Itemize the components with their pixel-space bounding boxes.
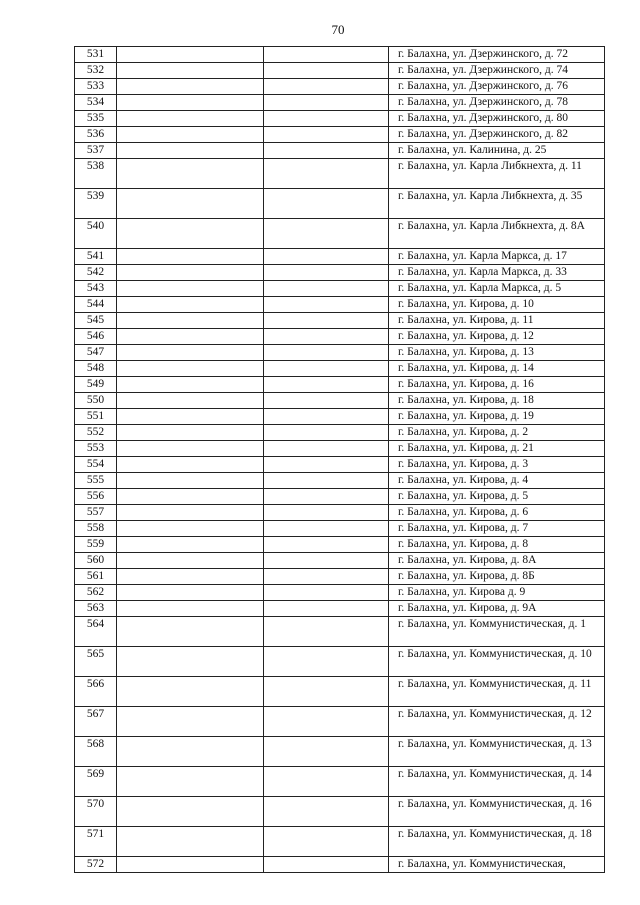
address-cell: г. Балахна, ул. Дзержинского, д. 78 xyxy=(389,95,605,110)
empty-cell xyxy=(117,47,264,62)
table-row xyxy=(75,393,605,409)
row-number: 534 xyxy=(75,95,117,110)
address-cell: г. Балахна, ул. Дзержинского, д. 80 xyxy=(389,111,605,126)
table-row xyxy=(75,345,605,361)
address-cell: г. Балахна, ул. Кирова, д. 18 xyxy=(389,393,605,408)
empty-cell xyxy=(264,489,389,504)
address-cell: г. Балахна, ул. Кирова, д. 3 xyxy=(389,457,605,472)
table-row xyxy=(75,377,605,393)
address-cell: г. Балахна, ул. Коммунистическая, д. 1 xyxy=(389,617,605,646)
empty-cell xyxy=(264,473,389,488)
empty-cell xyxy=(117,441,264,456)
address-cell: г. Балахна, ул. Карла Либкнехта, д. 35 xyxy=(389,189,605,218)
empty-cell xyxy=(117,63,264,78)
address-cell: г. Балахна, ул. Кирова, д. 5 xyxy=(389,489,605,504)
row-number: 551 xyxy=(75,409,117,424)
address-cell: г. Балахна, ул. Карла Либкнехта, д. 8А xyxy=(389,219,605,248)
row-number: 537 xyxy=(75,143,117,158)
row-number: 531 xyxy=(75,47,117,62)
empty-cell xyxy=(117,297,264,312)
row-number: 563 xyxy=(75,601,117,616)
empty-cell xyxy=(264,767,389,796)
row-number: 555 xyxy=(75,473,117,488)
empty-cell xyxy=(264,297,389,312)
empty-cell xyxy=(117,313,264,328)
empty-cell xyxy=(117,393,264,408)
table-row xyxy=(75,79,605,95)
table-row xyxy=(75,489,605,505)
empty-cell xyxy=(117,767,264,796)
address-cell: г. Балахна, ул. Коммунистическая, д. 12 xyxy=(389,707,605,736)
row-number: 543 xyxy=(75,281,117,296)
table-row xyxy=(75,329,605,345)
address-cell: г. Балахна, ул. Коммунистическая, д. 13 xyxy=(389,737,605,766)
address-cell: г. Балахна, ул. Кирова, д. 11 xyxy=(389,313,605,328)
empty-cell xyxy=(264,617,389,646)
empty-cell xyxy=(264,79,389,94)
empty-cell xyxy=(264,189,389,218)
address-cell: г. Балахна, ул. Коммунистическая, д. 10 xyxy=(389,647,605,676)
row-number: 553 xyxy=(75,441,117,456)
empty-cell xyxy=(117,127,264,142)
table-row xyxy=(75,857,605,873)
address-cell: г. Балахна, ул. Карла Маркса, д. 5 xyxy=(389,281,605,296)
address-cell: г. Балахна, ул. Кирова, д. 12 xyxy=(389,329,605,344)
table-row xyxy=(75,707,605,737)
address-cell: г. Балахна, ул. Кирова, д. 6 xyxy=(389,505,605,520)
empty-cell xyxy=(264,219,389,248)
empty-cell xyxy=(117,601,264,616)
empty-cell xyxy=(264,647,389,676)
row-number: 564 xyxy=(75,617,117,646)
table-row xyxy=(75,95,605,111)
empty-cell xyxy=(264,159,389,188)
table-row xyxy=(75,797,605,827)
table-row xyxy=(75,313,605,329)
row-number: 544 xyxy=(75,297,117,312)
empty-cell xyxy=(264,585,389,600)
row-number: 546 xyxy=(75,329,117,344)
empty-cell xyxy=(117,159,264,188)
empty-cell xyxy=(117,617,264,646)
row-number: 540 xyxy=(75,219,117,248)
row-number: 558 xyxy=(75,521,117,536)
row-number: 560 xyxy=(75,553,117,568)
row-number: 539 xyxy=(75,189,117,218)
table-row xyxy=(75,159,605,189)
table-row xyxy=(75,521,605,537)
row-number: 559 xyxy=(75,537,117,552)
table-row xyxy=(75,767,605,797)
address-cell: г. Балахна, ул. Коммунистическая, д. 16 xyxy=(389,797,605,826)
empty-cell xyxy=(264,601,389,616)
table-row xyxy=(75,297,605,313)
row-number: 550 xyxy=(75,393,117,408)
table-row xyxy=(75,143,605,159)
address-cell: г. Балахна, ул. Кирова, д. 13 xyxy=(389,345,605,360)
empty-cell xyxy=(264,409,389,424)
table-row xyxy=(75,249,605,265)
empty-cell xyxy=(264,281,389,296)
table-row xyxy=(75,441,605,457)
empty-cell xyxy=(117,505,264,520)
empty-cell xyxy=(264,505,389,520)
empty-cell xyxy=(117,857,264,872)
empty-cell xyxy=(117,95,264,110)
address-cell: г. Балахна, ул. Кирова, д. 9А xyxy=(389,601,605,616)
row-number: 569 xyxy=(75,767,117,796)
empty-cell xyxy=(264,677,389,706)
table-row xyxy=(75,585,605,601)
empty-cell xyxy=(117,377,264,392)
address-cell: г. Балахна, ул. Карла Маркса, д. 33 xyxy=(389,265,605,280)
empty-cell xyxy=(264,345,389,360)
table-row xyxy=(75,127,605,143)
empty-cell xyxy=(264,425,389,440)
address-cell: г. Балахна, ул. Дзержинского, д. 76 xyxy=(389,79,605,94)
empty-cell xyxy=(117,489,264,504)
row-number: 545 xyxy=(75,313,117,328)
empty-cell xyxy=(117,677,264,706)
empty-cell xyxy=(117,827,264,856)
row-number: 565 xyxy=(75,647,117,676)
empty-cell xyxy=(264,553,389,568)
table-row xyxy=(75,281,605,297)
row-number: 535 xyxy=(75,111,117,126)
address-cell: г. Балахна, ул. Дзержинского, д. 74 xyxy=(389,63,605,78)
table-row xyxy=(75,569,605,585)
row-number: 556 xyxy=(75,489,117,504)
address-cell: г. Балахна, ул. Кирова, д. 2 xyxy=(389,425,605,440)
row-number: 533 xyxy=(75,79,117,94)
table-row xyxy=(75,189,605,219)
row-number: 536 xyxy=(75,127,117,142)
empty-cell xyxy=(117,249,264,264)
address-cell: г. Балахна, ул. Кирова, д. 8Б xyxy=(389,569,605,584)
empty-cell xyxy=(264,441,389,456)
empty-cell xyxy=(264,393,389,408)
address-cell: г. Балахна, ул. Карла Либкнехта, д. 11 xyxy=(389,159,605,188)
empty-cell xyxy=(117,473,264,488)
table-row xyxy=(75,63,605,79)
address-cell: г. Балахна, ул. Кирова, д. 4 xyxy=(389,473,605,488)
address-cell: г. Балахна, ул. Кирова, д. 10 xyxy=(389,297,605,312)
row-number: 542 xyxy=(75,265,117,280)
empty-cell xyxy=(264,707,389,736)
empty-cell xyxy=(117,143,264,158)
address-cell: г. Балахна, ул. Коммунистическая, д. 14 xyxy=(389,767,605,796)
empty-cell xyxy=(264,127,389,142)
table-row xyxy=(75,425,605,441)
address-cell: г. Балахна, ул. Кирова, д. 19 xyxy=(389,409,605,424)
table-row xyxy=(75,473,605,489)
table-row xyxy=(75,47,605,63)
empty-cell xyxy=(117,457,264,472)
row-number: 562 xyxy=(75,585,117,600)
address-cell: г. Балахна, ул. Кирова, д. 7 xyxy=(389,521,605,536)
empty-cell xyxy=(264,457,389,472)
empty-cell xyxy=(264,737,389,766)
empty-cell xyxy=(117,569,264,584)
empty-cell xyxy=(117,537,264,552)
empty-cell xyxy=(264,249,389,264)
empty-cell xyxy=(117,707,264,736)
row-number: 568 xyxy=(75,737,117,766)
address-cell: г. Балахна, ул. Кирова, д. 14 xyxy=(389,361,605,376)
row-number: 570 xyxy=(75,797,117,826)
address-cell: г. Балахна, ул. Карла Маркса, д. 17 xyxy=(389,249,605,264)
empty-cell xyxy=(264,537,389,552)
table-row xyxy=(75,409,605,425)
table-row xyxy=(75,537,605,553)
empty-cell xyxy=(117,219,264,248)
empty-cell xyxy=(264,361,389,376)
row-number: 557 xyxy=(75,505,117,520)
row-number: 552 xyxy=(75,425,117,440)
empty-cell xyxy=(264,857,389,872)
empty-cell xyxy=(264,827,389,856)
row-number: 561 xyxy=(75,569,117,584)
empty-cell xyxy=(264,569,389,584)
empty-cell xyxy=(117,797,264,826)
empty-cell xyxy=(117,553,264,568)
address-cell: г. Балахна, ул. Коммунистическая, xyxy=(389,857,605,872)
row-number: 567 xyxy=(75,707,117,736)
table-row xyxy=(75,505,605,521)
table-row xyxy=(75,677,605,707)
table-row xyxy=(75,265,605,281)
row-number: 566 xyxy=(75,677,117,706)
row-number: 548 xyxy=(75,361,117,376)
address-cell: г. Балахна, ул. Кирова, д. 21 xyxy=(389,441,605,456)
row-number: 549 xyxy=(75,377,117,392)
empty-cell xyxy=(117,409,264,424)
table-row xyxy=(75,219,605,249)
table-row xyxy=(75,617,605,647)
row-number: 541 xyxy=(75,249,117,264)
empty-cell xyxy=(264,521,389,536)
address-cell: г. Балахна, ул. Коммунистическая, д. 18 xyxy=(389,827,605,856)
empty-cell xyxy=(117,345,264,360)
table-row xyxy=(75,601,605,617)
row-number: 571 xyxy=(75,827,117,856)
empty-cell xyxy=(264,377,389,392)
table-row xyxy=(75,457,605,473)
table-row xyxy=(75,827,605,857)
empty-cell xyxy=(117,361,264,376)
empty-cell xyxy=(264,329,389,344)
address-cell: г. Балахна, ул. Кирова д. 9 xyxy=(389,585,605,600)
table-row xyxy=(75,737,605,767)
table-row xyxy=(75,111,605,127)
empty-cell xyxy=(117,521,264,536)
address-cell: г. Балахна, ул. Дзержинского, д. 72 xyxy=(389,47,605,62)
empty-cell xyxy=(117,281,264,296)
empty-cell xyxy=(117,329,264,344)
address-cell: г. Балахна, ул. Кирова, д. 16 xyxy=(389,377,605,392)
empty-cell xyxy=(264,265,389,280)
empty-cell xyxy=(117,265,264,280)
page-number: 70 xyxy=(331,22,345,37)
address-cell: г. Балахна, ул. Коммунистическая, д. 11 xyxy=(389,677,605,706)
empty-cell xyxy=(264,797,389,826)
row-number: 538 xyxy=(75,159,117,188)
table-row xyxy=(75,553,605,569)
empty-cell xyxy=(264,95,389,110)
address-table xyxy=(74,46,605,873)
address-cell: г. Балахна, ул. Дзержинского, д. 82 xyxy=(389,127,605,142)
address-cell: г. Балахна, ул. Калинина, д. 25 xyxy=(389,143,605,158)
empty-cell xyxy=(264,313,389,328)
empty-cell xyxy=(117,737,264,766)
empty-cell xyxy=(117,189,264,218)
table-row xyxy=(75,647,605,677)
empty-cell xyxy=(117,647,264,676)
empty-cell xyxy=(264,143,389,158)
empty-cell xyxy=(264,111,389,126)
table-row xyxy=(75,361,605,377)
address-cell: г. Балахна, ул. Кирова, д. 8 xyxy=(389,537,605,552)
empty-cell xyxy=(117,79,264,94)
empty-cell xyxy=(117,111,264,126)
empty-cell xyxy=(264,47,389,62)
row-number: 554 xyxy=(75,457,117,472)
empty-cell xyxy=(117,425,264,440)
row-number: 572 xyxy=(75,857,117,872)
address-cell: г. Балахна, ул. Кирова, д. 8А xyxy=(389,553,605,568)
empty-cell xyxy=(264,63,389,78)
row-number: 547 xyxy=(75,345,117,360)
empty-cell xyxy=(117,585,264,600)
row-number: 532 xyxy=(75,63,117,78)
